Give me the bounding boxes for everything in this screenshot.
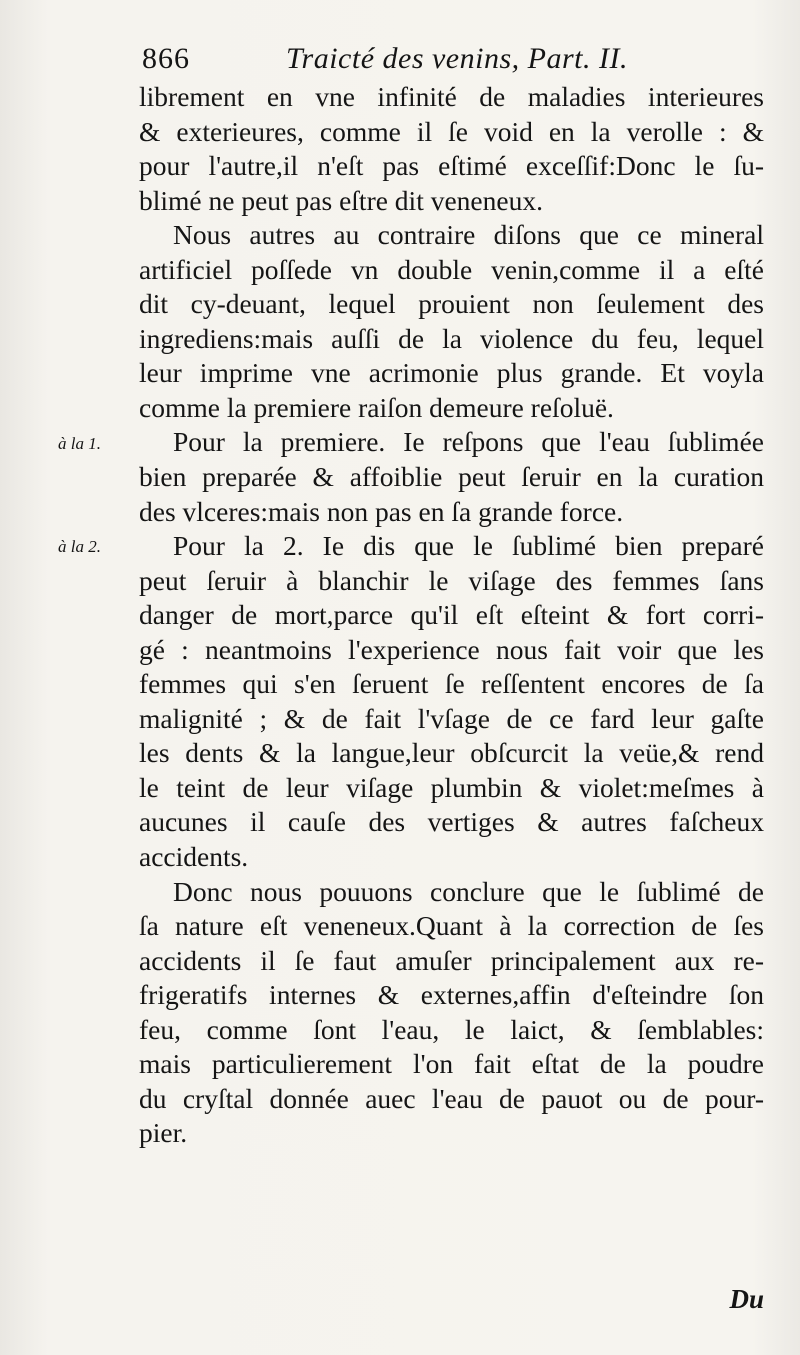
text-line: & exterieures, comme il ſe void en la verolle : & <box>139 115 764 147</box>
text-line: Pour la premiere. Ie reſpons que l'eau ſublimée <box>173 426 764 458</box>
text-line: leur imprime vne acrimonie plus grande. Et voyla <box>139 357 764 389</box>
margin-note: à la 2. <box>58 537 101 557</box>
text-line: mais particulierement l'on fait eſtat de la poudre <box>139 1048 764 1080</box>
text-line: le teint de leur viſage plumbin & violet:meſmes à <box>139 771 764 803</box>
text-line: feu, comme ſont l'eau, le laict, & ſemblables: <box>139 1013 764 1045</box>
text-line: ingrediens:mais auſſi de la violence du feu, lequel <box>139 322 764 354</box>
text-line: femmes qui s'en ſeruent ſe reſſentent encores de ſa <box>139 668 764 700</box>
running-title: Traicté des venins, Part. II. <box>286 42 628 75</box>
text-line: gé : neantmoins l'experience nous fait voir que les <box>139 633 764 665</box>
text-line: aucunes il cauſe des vertiges & autres faſcheux <box>139 806 764 838</box>
text-line: du cryſtal donnée auec l'eau de pauot ou de pour- <box>139 1082 764 1114</box>
margin-note: à la 1. <box>58 433 101 453</box>
text-line: pier. <box>139 1117 188 1149</box>
text-line: ſa nature eſt veneneux.Quant à la correction de ſes <box>139 910 764 942</box>
text-line: comme la premiere raiſon demeure reſoluë. <box>139 391 614 423</box>
text-line: Nous autres au contraire diſons que ce mineral <box>173 219 764 251</box>
text-line: danger de mort,parce qu'il eſt eſteint & fort corri- <box>139 599 764 631</box>
text-line: accidents il ſe faut amuſer principalement aux re- <box>139 944 764 976</box>
page-number: 866 <box>142 42 190 75</box>
text-line: librement en vne infinité de maladies interieures <box>139 81 764 112</box>
text-line: les dents & la langue,leur obſcurcit la veüe,& rend <box>139 737 764 769</box>
text-line: frigeratifs internes & externes,affin d'eſteindre ſon <box>139 979 764 1011</box>
text-line: artificiel poſſede vn double venin,comme il a eſté <box>139 253 764 285</box>
text-line: accidents. <box>139 841 249 873</box>
text-line: pour l'autre,il n'eſt pas eſtimé exceſſif:Donc le ſu- <box>139 150 764 182</box>
text-line: dit cy-deuant, lequel prouient non ſeulement des <box>139 288 764 320</box>
text-line: bien preparée & affoiblie peut ſeruir en la curation <box>139 461 764 493</box>
text-line: des vlceres:mais non pas en ſa grande force. <box>139 495 624 527</box>
text-line: peut ſeruir à blanchir le viſage des femmes ſans <box>139 564 764 596</box>
page-header <box>140 38 740 82</box>
catchword: Du <box>729 1284 764 1314</box>
body-text <box>139 80 764 1151</box>
text-line: blimé ne peut pas eſtre dit veneneux. <box>139 184 543 216</box>
text-line: malignité ; & de fait l'vſage de ce fard leur gaſte <box>139 702 764 734</box>
text-line: Donc nous pouuons conclure que le ſublimé de <box>173 875 764 907</box>
text-line: Pour la 2. Ie dis que le ſublimé bien preparé <box>173 530 764 562</box>
